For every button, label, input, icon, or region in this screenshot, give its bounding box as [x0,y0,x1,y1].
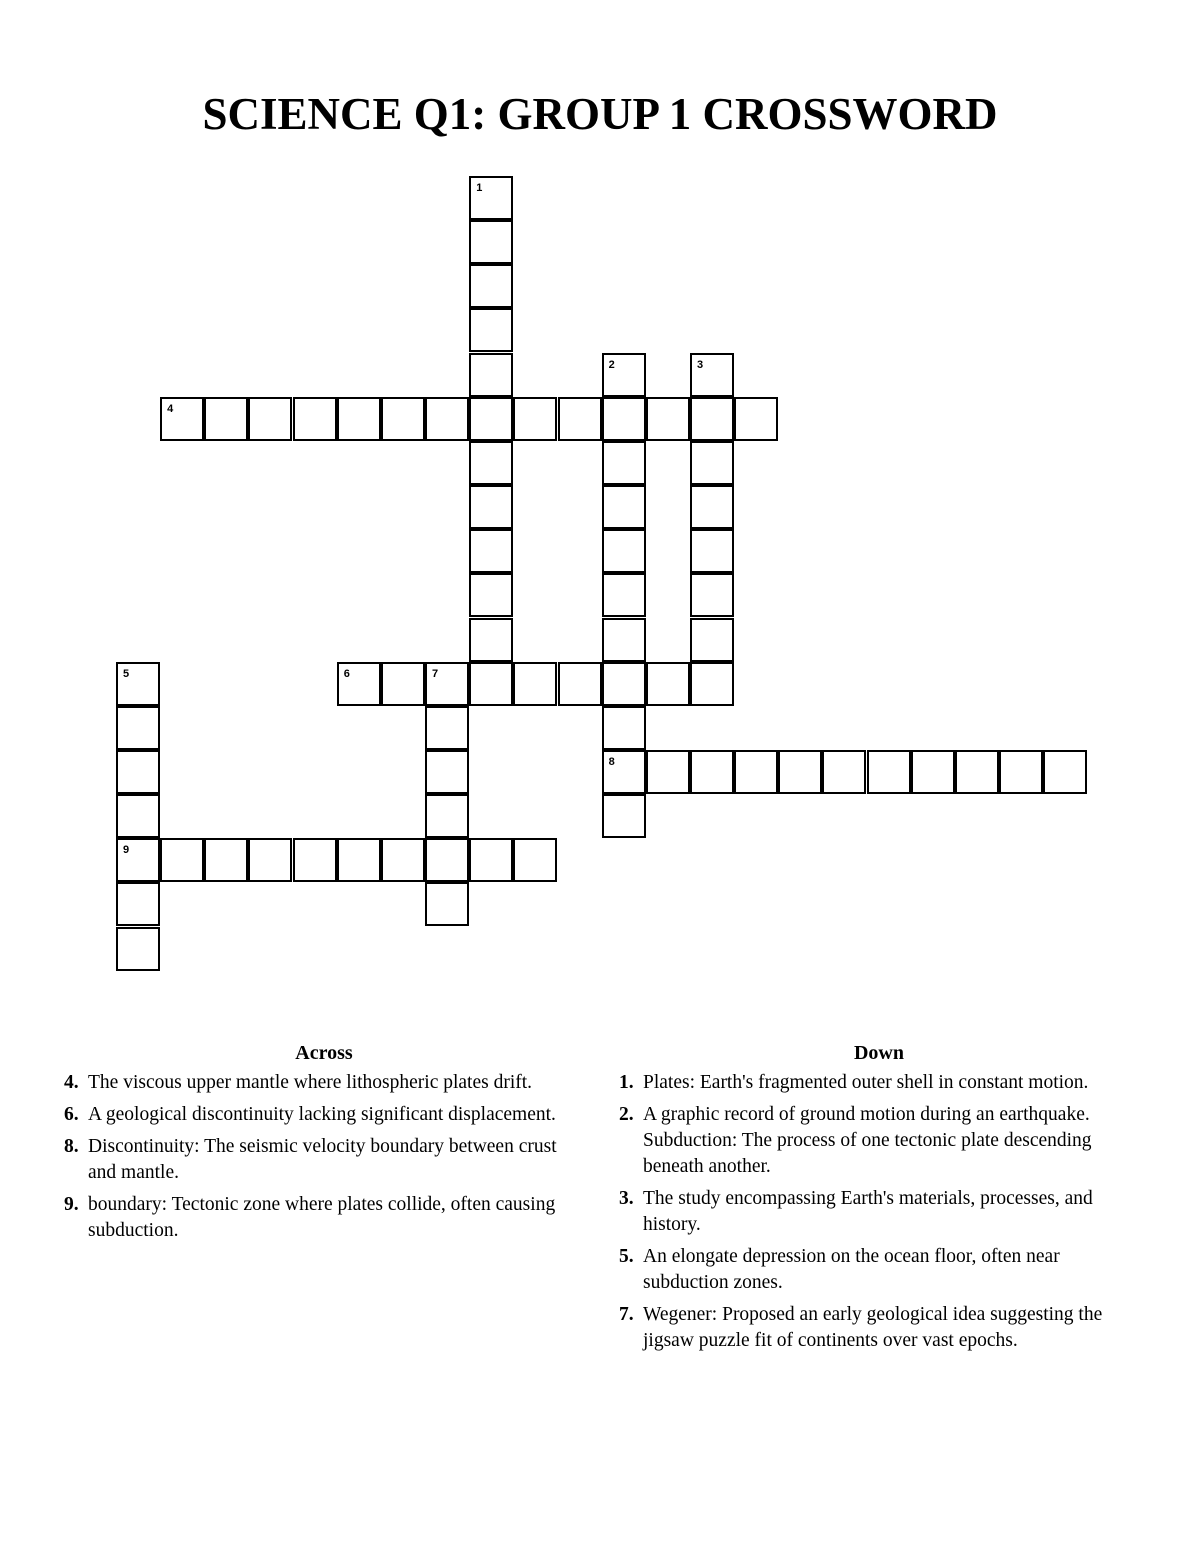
grid-cell[interactable] [690,529,734,573]
grid-cell[interactable] [734,750,778,794]
grid-cell[interactable] [204,838,248,882]
clue-text: Wegener: Proposed an early geological idea suggesting the jigsaw puzzle fit of continents over vast epochs. [643,1304,1103,1351]
clue-text: The viscous upper mantle where lithospheric plates drift. [88,1072,533,1093]
grid-cell[interactable] [778,750,822,794]
down-clues [619,1040,1139,1360]
grid-cell[interactable] [469,529,513,573]
clue-number-label: 9 [123,844,130,857]
grid-cell[interactable] [469,264,513,308]
grid-cell[interactable] [469,308,513,352]
grid-cell[interactable] [646,662,690,706]
clue-number: 1. [619,1072,634,1093]
grid-cell[interactable] [602,441,646,485]
grid-cell[interactable] [204,397,248,441]
grid-cell[interactable] [469,485,513,529]
clue-number: 2. [619,1104,634,1125]
grid-cell[interactable] [911,750,955,794]
grid-cell[interactable] [513,662,557,706]
grid-cell[interactable] [602,353,646,397]
grid-cell[interactable] [337,662,381,706]
grid-cell[interactable] [293,838,337,882]
grid-cell[interactable] [160,838,204,882]
clue-number: 9. [64,1194,79,1215]
grid-cell[interactable] [690,573,734,617]
grid-cell[interactable] [602,485,646,529]
grid-cell[interactable] [646,750,690,794]
grid-cell[interactable] [425,750,469,794]
grid-cell[interactable] [116,706,160,750]
grid-cell[interactable] [293,397,337,441]
grid-cell[interactable] [602,618,646,662]
clue-text: Plates: Earth's fragmented outer shell in constant motion. [643,1072,1089,1093]
grid-cell[interactable] [116,882,160,926]
grid-cell[interactable] [425,838,469,882]
clue-number: 7. [619,1304,634,1325]
clue-across [64,1134,584,1186]
grid-cell[interactable] [425,397,469,441]
across-clues [64,1040,584,1250]
grid-cell[interactable] [469,618,513,662]
clue-text: A geological discontinuity lacking significant displacement. [88,1104,556,1125]
grid-cell[interactable] [822,750,866,794]
clue-number-label: 2 [608,358,615,371]
clue-number-label: 8 [608,755,615,768]
clue-number: 6. [64,1104,79,1125]
down-heading: Down [853,1042,904,1064]
clue-down [619,1102,1139,1180]
grid-cell[interactable] [558,662,602,706]
grid-cell[interactable] [469,662,513,706]
clue-text: An elongate depression on the ocean floor, often near subduction zones. [643,1246,1060,1293]
grid-cell[interactable] [602,794,646,838]
grid-cell[interactable] [646,397,690,441]
grid-cell[interactable] [558,397,602,441]
grid-cell[interactable] [602,706,646,750]
grid-cell[interactable] [425,794,469,838]
grid-cell[interactable] [469,220,513,264]
across-heading: Across [295,1042,353,1064]
grid-cell[interactable] [469,838,513,882]
grid-cell[interactable] [116,838,160,882]
clue-number-label: 7 [432,667,439,680]
grid-cell[interactable] [469,441,513,485]
grid-cell[interactable] [999,750,1043,794]
grid-cell[interactable] [513,397,557,441]
grid-cell[interactable] [469,353,513,397]
grid-cell[interactable] [690,485,734,529]
clue-down [619,1244,1139,1296]
grid-cell[interactable] [690,662,734,706]
clue-text: Discontinuity: The seismic velocity boundary between crust and mantle. [88,1136,557,1183]
grid-cell[interactable] [469,176,513,220]
clue-text: boundary: Tectonic zone where plates collide, often causing subduction. [88,1194,556,1241]
page-title: SCIENCE Q1: GROUP 1 CROSSWORD [202,89,998,139]
grid-cell[interactable] [690,397,734,441]
grid-cell[interactable] [602,397,646,441]
clue-number-label: 4 [167,402,174,415]
grid-cell[interactable] [690,750,734,794]
grid-cell[interactable] [690,441,734,485]
clue-text: The study encompassing Earth's materials, processes, and history. [643,1188,1093,1235]
clue-across [64,1192,584,1244]
grid-cell[interactable] [425,706,469,750]
grid-cell[interactable] [160,397,204,441]
grid-cell[interactable] [690,618,734,662]
clue-text: A graphic record of ground motion during an earthquake. Subduction: The process of one tectonic plate descending beneath another. [643,1104,1092,1177]
grid-cell[interactable] [469,397,513,441]
clue-number: 3. [619,1188,634,1209]
grid-cell[interactable] [425,662,469,706]
grid-cell[interactable] [381,397,425,441]
clue-across [64,1102,584,1128]
clue-number-label: 1 [476,182,483,194]
clue-number-label: 3 [696,358,704,371]
grid-cell[interactable] [337,838,381,882]
clue-number: 8. [64,1136,79,1157]
clue-number: 5. [619,1246,634,1267]
clue-down [619,1186,1139,1238]
grid-cell[interactable] [602,662,646,706]
grid-cell[interactable] [1043,750,1087,794]
grid-cell[interactable] [513,838,557,882]
grid-cell[interactable] [381,838,425,882]
clue-number-label: 6 [343,667,350,680]
grid-cell[interactable] [425,882,469,926]
grid-cell[interactable] [469,573,513,617]
grid-cell[interactable] [602,750,646,794]
grid-cell[interactable] [116,794,160,838]
grid-cell[interactable] [955,750,999,794]
clue-across [64,1070,584,1096]
grid-cell[interactable] [734,397,778,441]
grid-cell[interactable] [337,397,381,441]
grid-cell[interactable] [602,573,646,617]
clue-number: 4. [64,1072,79,1093]
clue-number-label: 5 [123,667,130,680]
grid-cell[interactable] [248,397,292,441]
clue-down [619,1302,1139,1354]
grid-cell[interactable] [867,750,911,794]
grid-cell[interactable] [248,838,292,882]
clue-down [619,1070,1139,1096]
grid-cell[interactable] [381,662,425,706]
grid-cell[interactable] [690,353,734,397]
grid-cell[interactable] [116,927,160,971]
grid-cell[interactable] [116,662,160,706]
grid-cell[interactable] [116,750,160,794]
grid-cell[interactable] [602,529,646,573]
